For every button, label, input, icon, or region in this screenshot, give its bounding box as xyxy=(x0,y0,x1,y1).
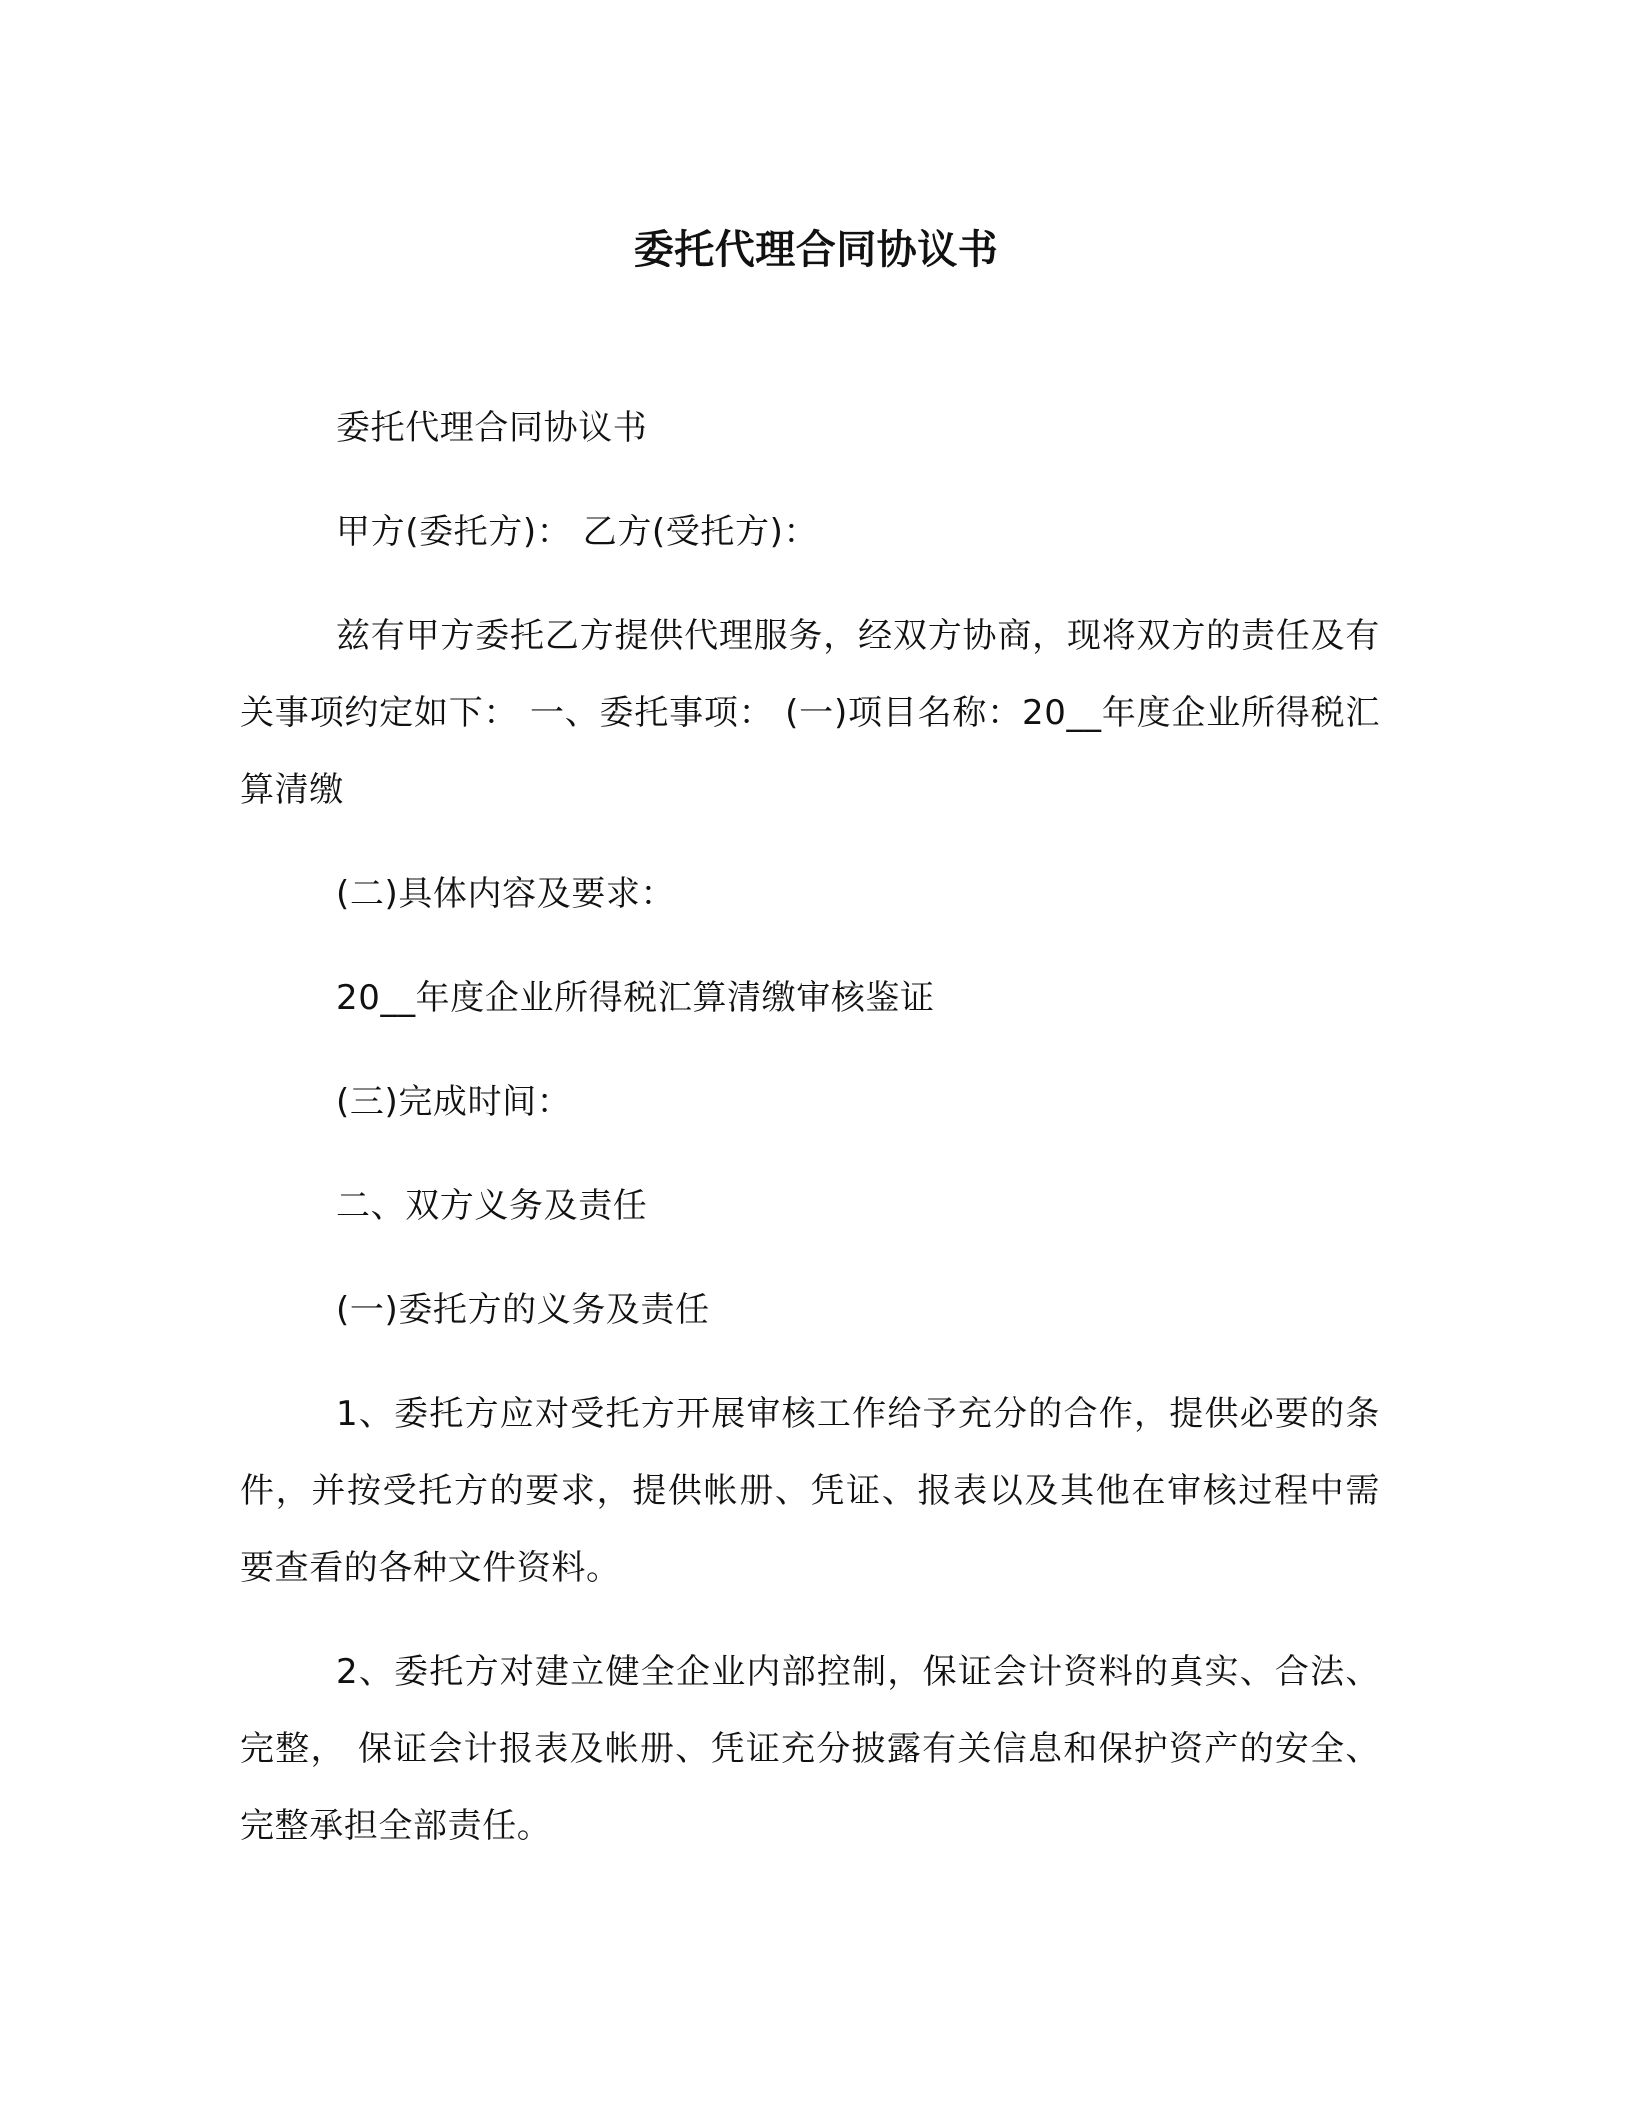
paragraph-content-detail: 20__年度企业所得税汇算清缴审核鉴证 xyxy=(336,978,935,1018)
paragraph-section-two-heading: 二、双方义务及责任 xyxy=(336,1186,648,1226)
paragraph-duty-2: 2、委托方对建立健全企业内部控制，保证会计资料的真实、合法、完整， 保证会计报表及帐册、凭证充分披露有关信息和保护资产的安全、完整承担全部责任。 xyxy=(240,1652,1380,1846)
document-title: 委托代理合同协议书 xyxy=(633,227,999,273)
paragraph-content-heading: (二)具体内容及要求： xyxy=(336,874,676,914)
paragraph-parties: 甲方(委托方)： 乙方(受托方)： xyxy=(336,512,819,552)
paragraph-client-duties-heading: (一)委托方的义务及责任 xyxy=(336,1290,710,1330)
paragraph-completion-time: (三)完成时间： xyxy=(336,1082,572,1122)
paragraph-intro: 兹有甲方委托乙方提供代理服务，经双方协商，现将双方的责任及有关事项约定如下： 一、委托事项： (一)项目名称：20__年度企业所得税汇算清缴 xyxy=(240,616,1380,810)
paragraph-duty-1: 1、委托方应对受托方开展审核工作给予充分的合作，提供必要的条件，并按受托方的要求，提供帐册、凭证、报表以及其他在审核过程中需要查看的各种文件资料。 xyxy=(240,1394,1380,1588)
paragraph-subtitle: 委托代理合同协议书 xyxy=(336,408,648,448)
document-body xyxy=(240,390,1380,1865)
